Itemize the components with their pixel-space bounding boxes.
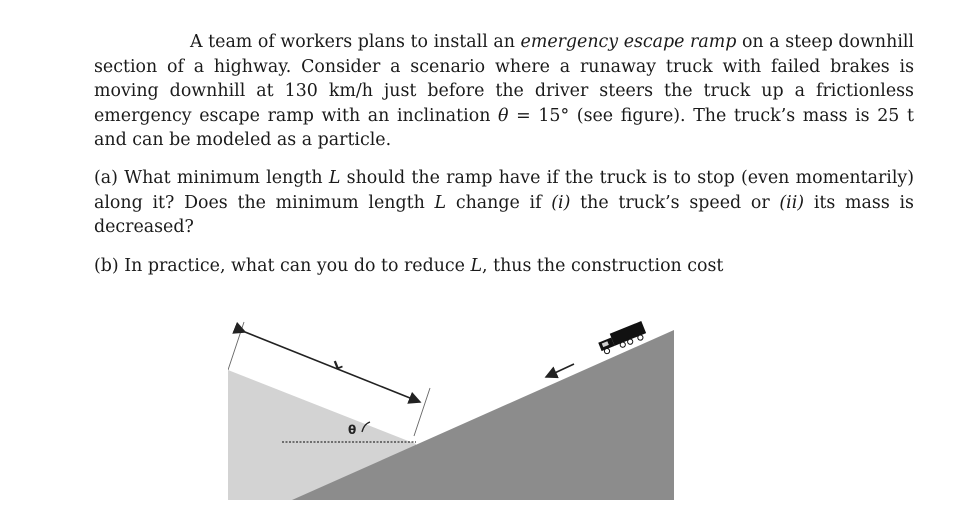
part-b-paragraph (94, 254, 914, 279)
dimension-extension-line (228, 322, 244, 370)
angle-label: θ (348, 423, 357, 437)
intro-text: on a steep downhill section of a highway. Consider a scenario where a runaway truck with failed brakes is moving downhill at 130 km/h just before the driver steers the truck up a frictionless emergency escape ramp with an inclination (94, 32, 914, 126)
part-b-text: , thus the construction cost (482, 255, 724, 276)
part-a-paragraph (94, 166, 914, 240)
theta-symbol: θ (498, 105, 509, 126)
problem-text (94, 30, 914, 278)
part-a-text: (a) What minimum length (94, 167, 329, 188)
length-symbol: L (470, 255, 483, 276)
dimension-extension-line (414, 388, 430, 436)
intro-emphasis: emergency escape ramp (520, 32, 737, 52)
intro-paragraph (94, 30, 914, 153)
part-a-text: the truck’s speed or (570, 192, 780, 213)
intro-text: A team of workers plans to install an (190, 32, 521, 52)
length-symbol: L (328, 167, 341, 188)
length-symbol: L (434, 192, 447, 213)
case-i-label: (i) (551, 192, 571, 213)
length-label: L (331, 356, 345, 373)
motion-arrow (546, 364, 574, 377)
part-a-text: change if (446, 192, 552, 213)
intro-text: = 15° (see figure). The truck’s mass is 25 t and can be modeled as a particle. (94, 105, 914, 151)
case-ii-label: (ii) (779, 192, 805, 213)
ramp-figure (228, 318, 674, 500)
part-b-text: (b) In practice, what can you do to reduce (94, 255, 471, 276)
part-a-text: should the ramp have if the truck is to stop (even momentarily) along it? Does the minimum length (94, 167, 914, 213)
part-a-text: its mass is decreased? (94, 192, 914, 238)
